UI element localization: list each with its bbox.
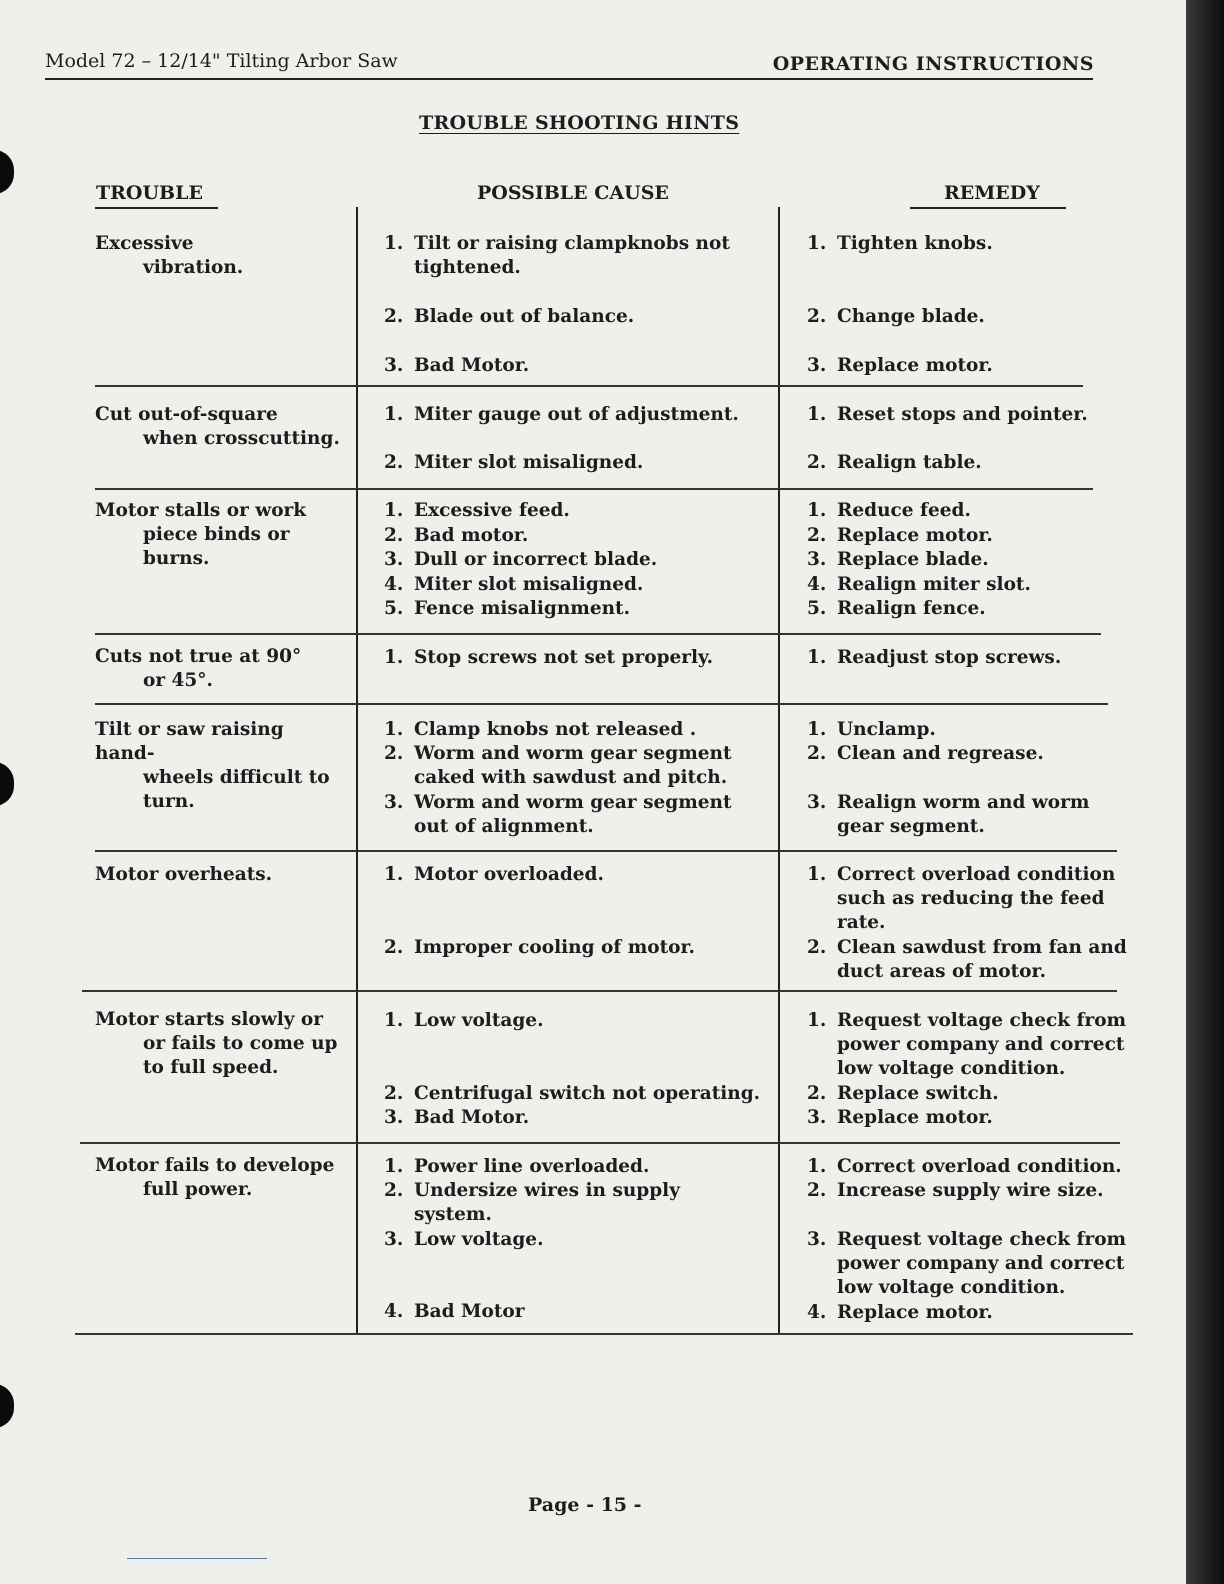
remedy-item — [807, 1082, 999, 1106]
binder-hole — [0, 150, 14, 194]
remedy-line: Unclamp. — [837, 719, 936, 740]
cause-line: Dull or incorrect blade. — [414, 549, 658, 570]
cause-line: Clamp knobs not released . — [414, 719, 697, 740]
remedy-item — [807, 548, 989, 572]
trouble-line: vibration. — [143, 257, 244, 278]
trouble-line: to full speed. — [143, 1057, 279, 1078]
cause-text — [414, 499, 570, 523]
remedy-item — [807, 863, 1115, 935]
remedy-number: 4. — [807, 574, 827, 595]
remedy-number: 3. — [807, 1229, 827, 1250]
remedy-item — [807, 1155, 1122, 1179]
cause-text — [414, 646, 713, 670]
remedy-text — [837, 573, 1031, 597]
remedy-text — [837, 863, 1115, 935]
remedy-line: power company and correct — [837, 1253, 1125, 1274]
cause-line: Blade out of balance. — [414, 306, 635, 327]
cause-item — [384, 718, 696, 742]
cause-number: 4. — [384, 574, 404, 595]
cause-number: 1. — [384, 500, 404, 521]
cause-item — [384, 1300, 524, 1324]
trouble-cell — [95, 863, 345, 887]
remedy-item — [807, 1106, 993, 1130]
remedy-line: gear segment. — [837, 816, 985, 837]
binder-hole — [0, 762, 14, 806]
cause-number: 1. — [384, 719, 404, 740]
remedy-line: Replace motor. — [837, 355, 993, 376]
cause-number: 1. — [384, 404, 404, 425]
trouble-line: piece binds or — [143, 524, 290, 545]
trouble-cell — [95, 232, 345, 280]
remedy-line: Increase supply wire size. — [837, 1180, 1104, 1201]
cause-item — [384, 1155, 649, 1179]
remedy-line: Clean and regrease. — [837, 743, 1044, 764]
cause-text — [414, 451, 643, 475]
remedy-text — [837, 499, 971, 523]
remedy-number: 3. — [807, 549, 827, 570]
cause-item — [384, 597, 630, 621]
remedy-line: Replace motor. — [837, 1302, 993, 1323]
remedy-line: Readjust stop screws. — [837, 647, 1062, 668]
cause-number: 1. — [384, 233, 404, 254]
binder-hole — [0, 1384, 14, 1428]
remedy-number: 1. — [807, 1156, 827, 1177]
row-divider — [95, 850, 1117, 852]
cause-text — [414, 354, 529, 378]
remedy-item — [807, 305, 985, 329]
remedy-number: 1. — [807, 719, 827, 740]
page-number: Page - 15 - — [528, 1494, 642, 1516]
remedy-text — [837, 1228, 1126, 1300]
cause-line: Excessive feed. — [414, 500, 570, 521]
cause-line: Fence misalignment. — [414, 598, 631, 619]
column-header-rule — [910, 207, 1066, 209]
remedy-number: 5. — [807, 598, 827, 619]
cause-number: 2. — [384, 452, 404, 473]
remedy-number: 2. — [807, 743, 827, 764]
cause-item — [384, 403, 739, 427]
remedy-text — [837, 232, 993, 256]
row-divider — [95, 385, 1083, 387]
cause-line: caked with sawdust and pitch. — [414, 767, 728, 788]
cause-number: 3. — [384, 792, 404, 813]
trouble-cell — [95, 403, 345, 451]
remedy-text — [837, 451, 982, 475]
remedy-number: 3. — [807, 792, 827, 813]
remedy-number: 1. — [807, 233, 827, 254]
remedy-text — [837, 1179, 1104, 1203]
remedy-item — [807, 499, 971, 523]
cause-item — [384, 524, 528, 548]
cause-number: 1. — [384, 1010, 404, 1031]
remedy-item — [807, 742, 1044, 766]
remedy-item — [807, 791, 1089, 839]
trouble-line: Motor stalls or work — [95, 500, 307, 521]
column-divider — [778, 207, 780, 1335]
trouble-line: turn. — [143, 791, 195, 812]
cause-number: 5. — [384, 598, 404, 619]
cause-item — [384, 791, 732, 839]
trouble-cell — [95, 1008, 345, 1080]
remedy-line: Realign fence. — [837, 598, 986, 619]
remedy-number: 4. — [807, 1302, 827, 1323]
remedy-line: Correct overload condition — [837, 864, 1116, 885]
cause-line: tightened. — [414, 257, 521, 278]
cause-number: 4. — [384, 1301, 404, 1322]
trouble-line: Motor overheats. — [95, 864, 273, 885]
remedy-number: 2. — [807, 1083, 827, 1104]
cause-line: Miter slot misaligned. — [414, 452, 644, 473]
remedy-line: Replace motor. — [837, 1107, 993, 1128]
remedy-text — [837, 1082, 999, 1106]
cause-line: Improper cooling of motor. — [414, 937, 695, 958]
remedy-number: 3. — [807, 1107, 827, 1128]
cause-text — [414, 791, 732, 839]
cause-number: 1. — [384, 864, 404, 885]
cause-item — [384, 936, 695, 960]
cause-number: 2. — [384, 306, 404, 327]
cause-number: 3. — [384, 1229, 404, 1250]
remedy-number: 2. — [807, 937, 827, 958]
trouble-line: wheels difficult to — [143, 767, 330, 788]
remedy-item — [807, 354, 993, 378]
trouble-cell — [95, 645, 345, 693]
header-rule — [45, 78, 1093, 80]
remedy-item — [807, 597, 986, 621]
remedy-text — [837, 1155, 1122, 1179]
column-header-rule — [95, 207, 218, 209]
remedy-text — [837, 1106, 993, 1130]
cause-number: 2. — [384, 525, 404, 546]
row-divider — [95, 633, 1101, 635]
trouble-line: Cuts not true at 90° — [95, 646, 302, 667]
remedy-number: 2. — [807, 1180, 827, 1201]
remedy-text — [837, 936, 1127, 984]
remedy-line: Clean sawdust from fan and — [837, 937, 1127, 958]
cause-number: 2. — [384, 1083, 404, 1104]
remedy-line: Realign miter slot. — [837, 574, 1031, 595]
trouble-cell — [95, 499, 345, 571]
cause-number: 3. — [384, 549, 404, 570]
cause-text — [414, 232, 730, 280]
remedy-line: Request voltage check from — [837, 1010, 1127, 1031]
remedy-text — [837, 646, 1061, 670]
page-title: TROUBLE SHOOTING HINTS — [419, 112, 740, 134]
cause-item — [384, 232, 730, 280]
cause-item — [384, 305, 634, 329]
cause-text — [414, 573, 643, 597]
cause-text — [414, 742, 732, 790]
remedy-item — [807, 718, 936, 742]
remedy-item — [807, 936, 1127, 984]
cause-item — [384, 354, 529, 378]
cause-line: Bad Motor. — [414, 1107, 530, 1128]
cause-item — [384, 1179, 680, 1227]
remedy-text — [837, 524, 993, 548]
cause-item — [384, 646, 713, 670]
trouble-line: Excessive — [95, 233, 194, 254]
trouble-line: burns. — [143, 548, 210, 569]
cause-text — [414, 1082, 760, 1106]
cause-number: 1. — [384, 1156, 404, 1177]
remedy-line: Reset stops and pointer. — [837, 404, 1088, 425]
remedy-line: Request voltage check from — [837, 1229, 1127, 1250]
remedy-line: Replace blade. — [837, 549, 989, 570]
cause-line: out of alignment. — [414, 816, 594, 837]
remedy-text — [837, 597, 986, 621]
cause-item — [384, 573, 643, 597]
cause-text — [414, 1106, 529, 1130]
trouble-line: or fails to come up — [143, 1033, 338, 1054]
remedy-text — [837, 1009, 1126, 1081]
cause-item — [384, 1082, 760, 1106]
cause-text — [414, 1300, 524, 1324]
cause-text — [414, 1009, 544, 1033]
cause-line: Worm and worm gear segment — [414, 743, 732, 764]
cause-line: Low voltage. — [414, 1229, 544, 1250]
cause-line: Motor overloaded. — [414, 864, 604, 885]
row-divider — [80, 1142, 1120, 1144]
remedy-number: 1. — [807, 864, 827, 885]
header-model: Model 72 – 12/14" Tilting Arbor Saw — [45, 50, 398, 72]
cause-item — [384, 451, 643, 475]
remedy-item — [807, 232, 993, 256]
remedy-line: Correct overload condition. — [837, 1156, 1122, 1177]
cause-line: Centrifugal switch not operating. — [414, 1083, 761, 1104]
cause-number: 2. — [384, 937, 404, 958]
remedy-item — [807, 1301, 993, 1325]
cause-text — [414, 1179, 680, 1227]
remedy-item — [807, 1009, 1126, 1081]
trouble-line: Motor starts slowly or — [95, 1009, 323, 1030]
row-divider — [95, 488, 1093, 490]
cause-line: Bad motor. — [414, 525, 529, 546]
cause-number: 2. — [384, 743, 404, 764]
remedy-text — [837, 791, 1089, 839]
remedy-line: Replace switch. — [837, 1083, 999, 1104]
remedy-line: Change blade. — [837, 306, 985, 327]
remedy-number: 1. — [807, 647, 827, 668]
remedy-number: 1. — [807, 404, 827, 425]
cause-line: Miter gauge out of adjustment. — [414, 404, 739, 425]
remedy-line: low voltage condition. — [837, 1277, 1066, 1298]
cause-line: Low voltage. — [414, 1010, 544, 1031]
cause-text — [414, 1228, 544, 1252]
page-edge-shadow — [1186, 0, 1224, 1584]
cause-number: 2. — [384, 1180, 404, 1201]
column-header-remedy: REMEDY — [944, 182, 1040, 204]
remedy-line: such as reducing the feed — [837, 888, 1105, 909]
remedy-item — [807, 524, 993, 548]
remedy-line: power company and correct — [837, 1034, 1125, 1055]
remedy-number: 2. — [807, 452, 827, 473]
cause-item — [384, 499, 570, 523]
cause-text — [414, 597, 630, 621]
remedy-text — [837, 354, 993, 378]
cause-line: Undersize wires in supply — [414, 1180, 680, 1201]
cause-item — [384, 1106, 529, 1130]
remedy-item — [807, 1179, 1104, 1203]
cause-item — [384, 863, 604, 887]
trouble-line: or 45°. — [143, 670, 213, 691]
column-header-cause: POSSIBLE CAUSE — [477, 182, 669, 204]
cause-line: Power line overloaded. — [414, 1156, 650, 1177]
cause-number: 3. — [384, 355, 404, 376]
remedy-number: 3. — [807, 355, 827, 376]
cause-line: Bad Motor — [414, 1301, 525, 1322]
trouble-cell — [95, 718, 345, 814]
cause-line: Worm and worm gear segment — [414, 792, 732, 813]
column-header-trouble: TROUBLE — [96, 182, 203, 204]
remedy-line: rate. — [837, 912, 886, 933]
remedy-line: Reduce feed. — [837, 500, 971, 521]
cause-number: 3. — [384, 1107, 404, 1128]
remedy-text — [837, 548, 989, 572]
cause-text — [414, 936, 695, 960]
cause-text — [414, 403, 739, 427]
column-divider — [356, 207, 358, 1335]
trouble-line: full power. — [143, 1179, 253, 1200]
cause-item — [384, 548, 657, 572]
remedy-number: 1. — [807, 1010, 827, 1031]
cause-text — [414, 305, 634, 329]
trouble-line: Motor fails to develope — [95, 1155, 335, 1176]
remedy-line: Realign table. — [837, 452, 982, 473]
cause-item — [384, 1009, 544, 1033]
remedy-number: 2. — [807, 306, 827, 327]
remedy-text — [837, 742, 1044, 766]
remedy-line: Tighten knobs. — [837, 233, 993, 254]
cause-line: Tilt or raising clampknobs not — [414, 233, 730, 254]
cause-text — [414, 548, 657, 572]
remedy-item — [807, 403, 1088, 427]
cause-line: Stop screws not set properly. — [414, 647, 714, 668]
row-divider — [95, 703, 1108, 705]
remedy-text — [837, 305, 985, 329]
trouble-line: Tilt or saw raising hand- — [95, 719, 284, 764]
row-divider — [82, 990, 1117, 992]
trouble-cell — [95, 1154, 345, 1202]
cause-number: 1. — [384, 647, 404, 668]
remedy-item — [807, 646, 1061, 670]
remedy-text — [837, 403, 1088, 427]
remedy-text — [837, 1301, 993, 1325]
cause-line: system. — [414, 1204, 492, 1225]
trouble-line: Cut out-of-square — [95, 404, 278, 425]
remedy-line: duct areas of motor. — [837, 961, 1047, 982]
cause-line: Bad Motor. — [414, 355, 530, 376]
header-section: OPERATING INSTRUCTIONS — [772, 53, 1094, 75]
cause-item — [384, 1228, 544, 1252]
remedy-text — [837, 718, 936, 742]
row-divider — [75, 1333, 1133, 1335]
cause-line: Miter slot misaligned. — [414, 574, 644, 595]
cause-text — [414, 1155, 649, 1179]
remedy-item — [807, 573, 1031, 597]
remedy-line: low voltage condition. — [837, 1058, 1066, 1079]
remedy-number: 2. — [807, 525, 827, 546]
cause-text — [414, 718, 696, 742]
link-underline — [127, 1558, 267, 1559]
remedy-line: Realign worm and worm — [837, 792, 1090, 813]
trouble-line: when crosscutting. — [143, 428, 340, 449]
cause-item — [384, 742, 732, 790]
remedy-item — [807, 1228, 1126, 1300]
remedy-number: 1. — [807, 500, 827, 521]
remedy-line: Replace motor. — [837, 525, 993, 546]
remedy-item — [807, 451, 982, 475]
cause-text — [414, 863, 604, 887]
cause-text — [414, 524, 528, 548]
